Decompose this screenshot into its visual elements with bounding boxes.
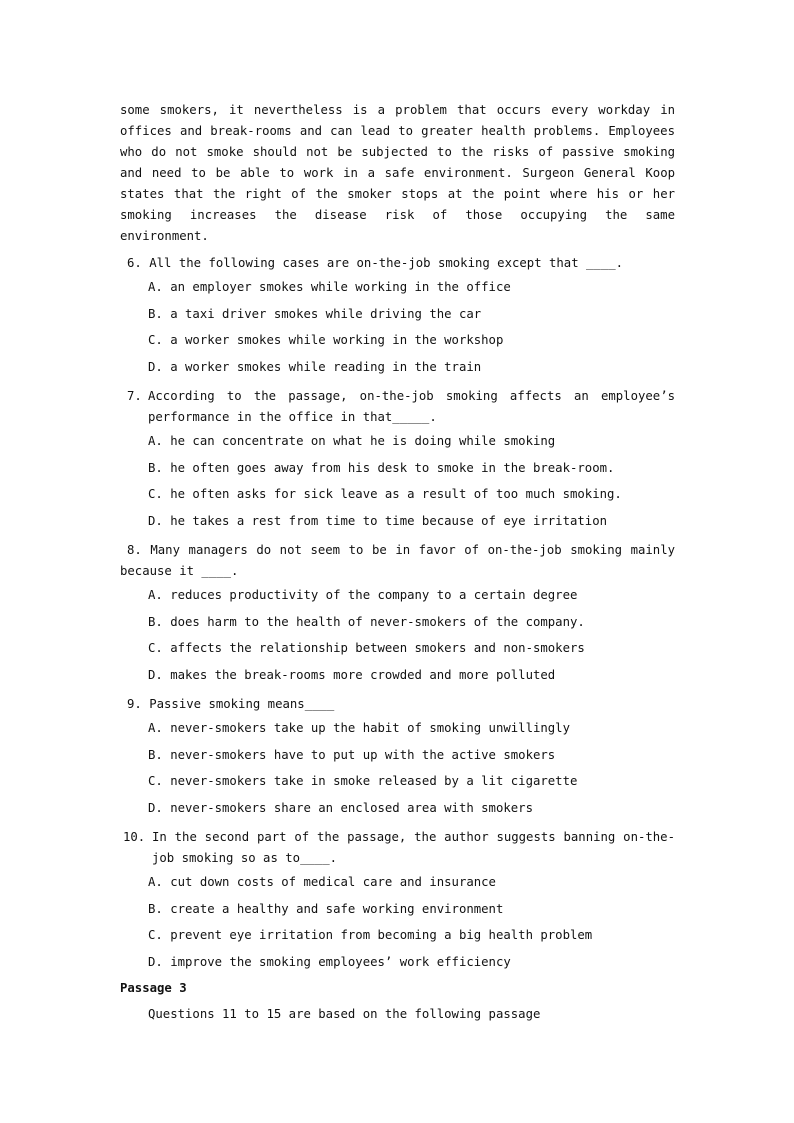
option-c: C. he often asks for sick leave as a result of too much smoking. [148,487,622,501]
section-note: Questions 11 to 15 are based on the following passage [148,1007,541,1021]
option-a: A. cut down costs of medical care and insurance [148,875,496,889]
question-text: Passive smoking means____ [149,697,335,711]
question-number: 6. [127,256,142,270]
question-text: Many managers do not seem to be in favor of on-the-job smoking mainly because it ____. [120,543,675,578]
option-d: D. he takes a rest from time to time because of eye irritation [148,513,608,528]
question-stem [120,253,675,274]
option-c: C. a worker smokes while working in the workshop [148,333,504,347]
question-stem [120,540,675,582]
option-d: D. a worker smokes while reading in the train [148,359,482,374]
question-6 [120,253,675,380]
question-7 [120,386,675,534]
option-d: D. makes the break-rooms more crowded and more polluted [148,667,556,682]
option-d: D. never-smokers share an enclosed area with smokers [148,800,533,815]
question-8 [120,540,675,688]
option-b: B. does harm to the health of never-smokers of the company. [148,614,585,629]
option-list [120,582,675,688]
option-list [120,274,675,380]
option-b: B. never-smokers have to put up with the active smokers [148,747,556,762]
option-list [120,428,675,534]
option-b: B. a taxi driver smokes while driving the car [148,306,482,321]
question-text: In the second part of the passage, the author suggests banning on-the-job smoking so as to____. [152,830,675,865]
question-10 [120,827,675,975]
option-a: A. reduces productivity of the company to a certain degree [148,588,578,602]
question-text: All the following cases are on-the-job smoking except that ____. [149,256,624,270]
question-number: 8. [127,543,142,557]
option-c: C. affects the relationship between smokers and non-smokers [148,641,585,655]
option-a: A. an employer smokes while working in the office [148,280,511,294]
intro-paragraph: some smokers, it nevertheless is a problem that occurs every workday in offices and break-rooms and can lead to greater health problems. Employees who do not smoke should not be subjected to the risks of passive smoking and need to be able to work in a safe environment. Surgeon General Koop states that the right of the smoker stops at the point where his or her smoking increases the disease risk of those occupying the same environment. [120,103,675,243]
option-b: B. create a healthy and safe working environment [148,901,504,916]
question-text: According to the passage, on-the-job smoking affects an employee’s performance in the office in that_____. [148,389,675,424]
option-c: C. prevent eye irritation from becoming a big health problem [148,928,593,942]
question-stem [120,694,675,715]
question-number: 7. [127,389,142,403]
option-c: C. never-smokers take in smoke released by a lit cigarette [148,774,578,788]
option-b: B. he often goes away from his desk to smoke in the break-room. [148,460,615,475]
option-list [120,715,675,821]
question-stem [120,827,675,869]
question-number: 10. [123,830,146,844]
question-9 [120,694,675,821]
question-number: 9. [127,697,142,711]
document-page [120,100,675,1027]
option-a: A. he can concentrate on what he is doing while smoking [148,434,556,448]
section-heading: Passage 3 [120,981,187,995]
question-stem [120,386,675,428]
option-a: A. never-smokers take up the habit of smoking unwillingly [148,721,570,735]
option-list [120,869,675,975]
option-d: D. improve the smoking employees’ work efficiency [148,954,511,969]
